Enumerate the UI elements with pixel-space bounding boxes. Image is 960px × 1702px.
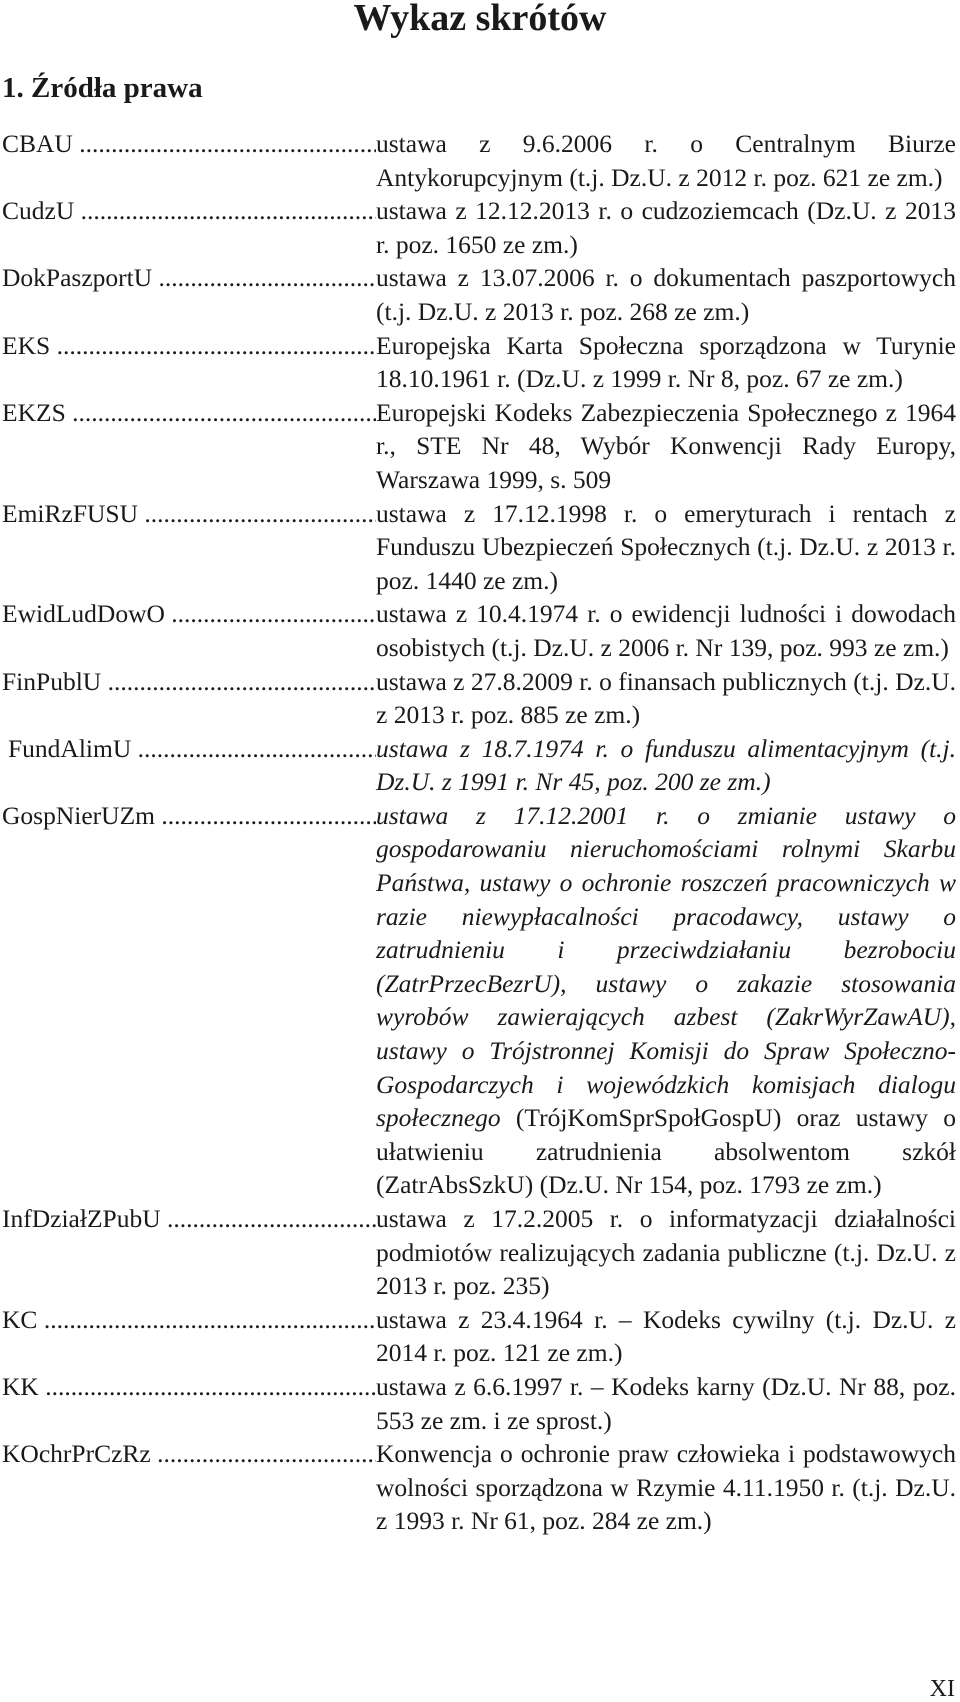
abbreviation-definition: ustawa z 17.2.2005 r. o informatyzacji działalności podmiotów realizujących zadania publiczne (t.j. Dz.U. z 2013 r. poz. 235) bbox=[376, 1204, 956, 1301]
page-number: XI bbox=[929, 1676, 955, 1702]
abbreviation-definition: ustawa z 23.4.1964 r. – Kodeks cywilny (t.j. Dz.U. z 2014 r. poz. 121 ze zm.) bbox=[376, 1304, 956, 1368]
abbreviation: InfDziałZPubU..... bbox=[0, 1202, 376, 1303]
list-item bbox=[0, 1202, 958, 1303]
abbreviation: GospNierUZm..... bbox=[0, 799, 376, 1202]
list-item bbox=[0, 261, 958, 328]
abbreviation-definition bbox=[376, 799, 956, 1202]
abbreviation: EKZS..... bbox=[0, 396, 376, 497]
definition-upright-part: (TrójKomSprSpołGospU) oraz ustawy o ułatwieniu zatrudnienia absolwentom szkół (ZatrAbsSzkU) (Dz.U. Nr 154, poz. 1793 ze zm.) bbox=[376, 1103, 956, 1200]
abbreviation: CBAU..... bbox=[0, 127, 376, 194]
list-item bbox=[0, 1370, 958, 1437]
list-item bbox=[0, 799, 958, 1202]
abbreviation: KK..... bbox=[0, 1370, 376, 1437]
list-item bbox=[0, 1437, 958, 1538]
abbreviation-definition: Europejska Karta Społeczna sporządzona w Turynie 18.10.1961 r. (Dz.U. z 1999 r. Nr 8, poz. 67 ze zm.) bbox=[376, 330, 956, 394]
list-item bbox=[0, 396, 958, 497]
abbreviation-definition: ustawa z 13.07.2006 r. o dokumentach paszportowych (t.j. Dz.U. z 2013 r. poz. 268 ze zm.) bbox=[376, 263, 956, 326]
abbreviation-definition: ustawa z 17.12.1998 r. o emeryturach i rentach z Funduszu Ubezpieczeń Społecznych (t.j. Dz.U. z 2013 r. poz. 1440 ze zm.) bbox=[376, 498, 956, 595]
section-heading: 1. Źródła prawa bbox=[2, 72, 203, 104]
abbreviation: DokPaszportU..... bbox=[0, 261, 376, 328]
abbreviation: EmiRzFUSU..... bbox=[0, 497, 376, 598]
abbreviation-list bbox=[0, 127, 958, 1538]
abbreviation-definition: ustawa z 27.8.2009 r. o finansach publicznych (t.j. Dz.U. z 2013 r. poz. 885 ze zm.) bbox=[376, 666, 956, 730]
list-item bbox=[0, 732, 958, 799]
abbreviation-definition: Europejski Kodeks Zabezpieczenia Społecznego z 1964 r., STE Nr 48, Wybór Konwencji Rady Europy, Warszawa 1999, s. 509 bbox=[376, 397, 956, 494]
abbreviation: KC..... bbox=[0, 1303, 376, 1370]
list-item bbox=[0, 497, 958, 598]
abbreviation: EKS..... bbox=[0, 329, 376, 396]
list-item bbox=[0, 194, 958, 261]
list-item bbox=[0, 665, 958, 732]
abbreviation: CudzU..... bbox=[0, 194, 376, 261]
abbreviation-definition: Konwencja o ochronie praw człowieka i podstawowych wolności sporządzona w Rzymie 4.11.1950 r. (t.j. Dz.U. z 1993 r. Nr 61, poz. 284 ze zm.) bbox=[376, 1439, 956, 1536]
abbreviation-definition: ustawa z 6.6.1997 r. – Kodeks karny (Dz.U. Nr 88, poz. 553 ze zm. i ze sprost.) bbox=[376, 1371, 956, 1435]
abbreviation-definition: ustawa z 10.4.1974 r. o ewidencji ludności i dowodach osobistych (t.j. Dz.U. z 2006 r. Nr 139, poz. 993 ze zm.) bbox=[376, 599, 956, 662]
abbreviation: KOchrPrCzRz..... bbox=[0, 1437, 376, 1538]
abbreviation: EwidLudDowO..... bbox=[0, 597, 376, 664]
abbreviation: FinPublU..... bbox=[0, 665, 376, 732]
list-item bbox=[0, 127, 958, 194]
abbreviation-definition: ustawa z 9.6.2006 r. o Centralnym Biurze Antykorupcyjnym (t.j. Dz.U. z 2012 r. poz. 621 ze zm.) bbox=[376, 129, 956, 192]
definition-italic-part: ustawa z 17.12.2001 r. o zmianie ustawy o gospodarowaniu nieruchomościami rolnymi Skarbu Państwa, ustawy o ochronie roszczeń pracowniczych w razie niewypłacalności pracodawcy, ustawy o zatrudnieniu i przeciwdziałaniu bezrobociu (ZatrPrzecBezrU), ustawy o zakazie stosowania wyrobów zawierających azbest (ZakrWyrZawAU), ustawy o Trójstronnej Komisji do Spraw Społeczno-Gospodarczych i wojewódzkich komisjach dialogu społecznego bbox=[376, 800, 956, 1133]
page-title: Wykaz skrótów bbox=[353, 0, 607, 39]
abbreviation-definition: ustawa z 12.12.2013 r. o cudzoziemcach (Dz.U. z 2013 r. poz. 1650 ze zm.) bbox=[376, 196, 956, 259]
list-item bbox=[0, 1303, 958, 1370]
abbreviation: FundAlimU..... bbox=[0, 732, 376, 799]
list-item bbox=[0, 597, 958, 664]
list-item bbox=[0, 329, 958, 396]
abbreviation-definition: ustawa z 18.7.1974 r. o funduszu alimentacyjnym (t.j. Dz.U. z 1991 r. Nr 45, poz. 200 ze zm.) bbox=[376, 733, 956, 797]
